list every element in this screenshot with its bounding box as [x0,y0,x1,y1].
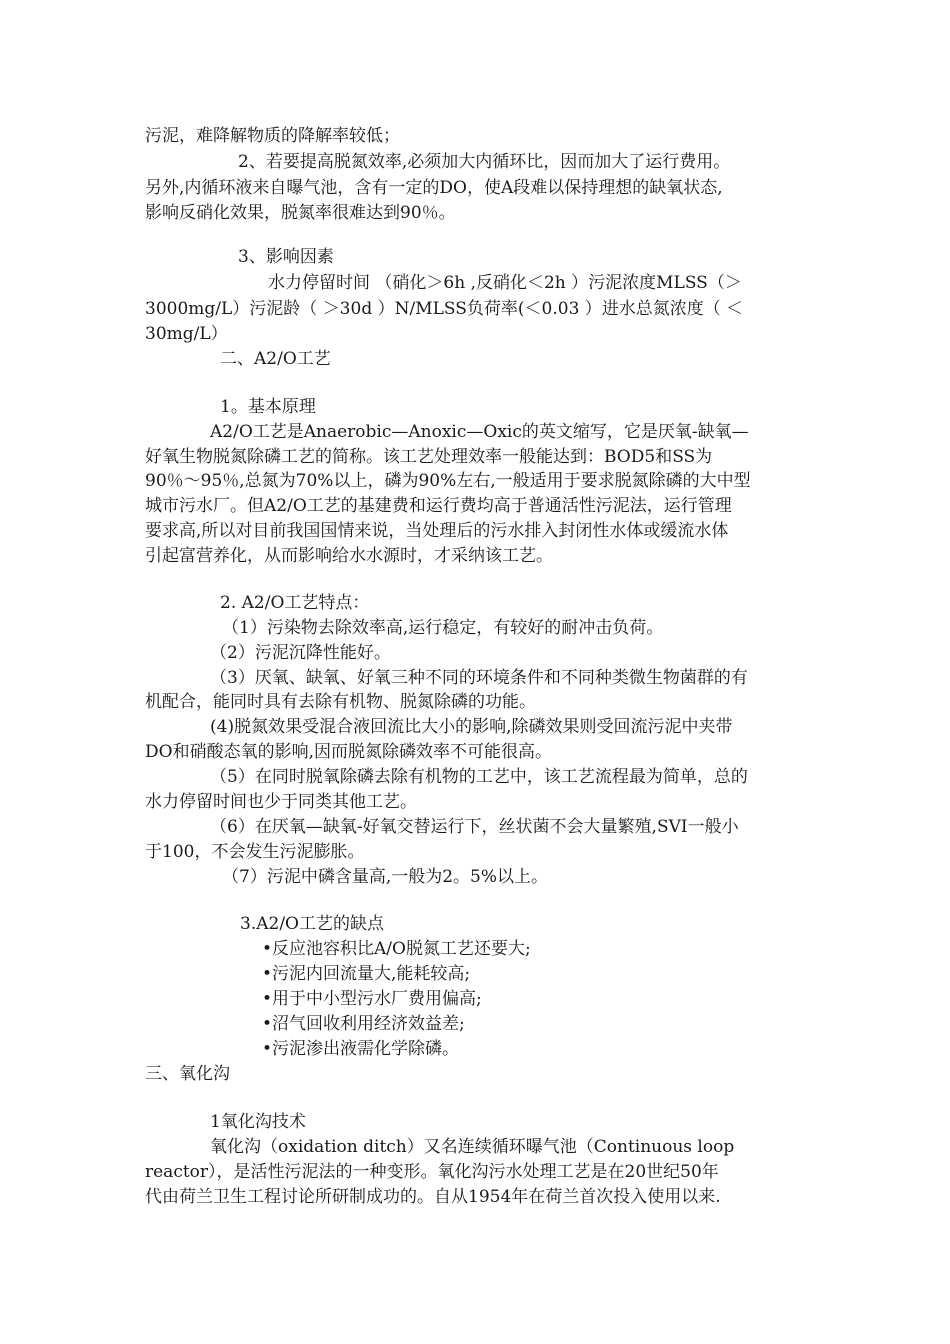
list-item: （5）在同时脱氧除磷去除有机物的工艺中，该工艺流程最为简单，总的 [210,767,748,787]
section-heading: 3、影响因素 [238,247,334,267]
text-line: 代由荷兰卫生工程讨论所研制成功的。自从1954年在荷兰首次投入使用以来. [145,1187,721,1207]
text-line: 污泥，难降解物质的降解率较低； [145,126,400,146]
section-heading: 1氧化沟技术 [210,1112,306,1132]
list-item: （6）在厌氧—缺氧-好氧交替运行下，丝状菌不会大量繁殖,SVI一般小 [210,817,739,837]
text-line: 2、若要提高脱氮效率,必须加大内循环比，因而加大了运行费用。 [238,152,731,172]
list-item: （3）厌氧、缺氧、好氧三种不同的环境条件和不同种类微生物菌群的有 [210,668,748,688]
bullet-item: •污泥渗出液需化学除磷。 [262,1039,460,1059]
section-heading: 三、氧化沟 [145,1064,230,1084]
text-line: 要求高,所以对目前我国国情来说，当处理后的污水排入封闭性水体或缓流水体 [145,521,729,541]
text-line: 3000mg/L）污泥龄（ ＞30d ）N/MLSS负荷率(＜0.03 ）进水总氮浓度（ ＜ [145,299,744,319]
text-line: 城市污水厂。但A2/O工艺的基建费和运行费均高于普通活性污泥法，运行管理 [145,496,732,516]
text-line: A2/O工艺是Anaerobic—Anoxic—Oxic的英文缩写，它是厌氧-缺氧— [210,422,749,442]
text-line: 水力停留时间 （硝化＞6h ,反硝化＜2h ）污泥浓度MLSS（＞ [268,273,742,293]
bullet-item: •用于中小型污水厂费用偏高; [262,989,482,1009]
text-line: reactor），是活性污泥法的一种变形。氧化沟污水处理工艺是在20世纪50年 [145,1162,719,1182]
text-line: 水力停留时间也少于同类其他工艺。 [145,792,417,812]
section-heading: 1。基本原理 [220,397,316,417]
text-line: 90％～95％,总氮为70%以上，磷为90%左右,一般适用于要求脱氮除磷的大中型 [145,471,751,491]
bullet-item: •沼气回收利用经济效益差; [262,1014,465,1034]
text-line: 影响反硝化效果，脱氮率很难达到90％。 [145,203,456,223]
text-line: 另外,内循环液来自曝气池，含有一定的DO，使A段难以保持理想的缺氧状态, [145,178,723,198]
list-item: （1）污染物去除效率高,运行稳定，有较好的耐冲击负荷。 [222,618,664,638]
bullet-item: •污泥内回流量大,能耗较高; [262,964,471,984]
text-line: 于100，不会发生污泥膨胀。 [145,842,365,862]
list-item: （7）污泥中磷含量高,一般为2。5%以上。 [222,867,549,887]
list-item: (4)脱氮效果受混合液回流比大小的影响,除磷效果则受回流污泥中夹带 [210,717,733,737]
section-heading: 二、A2/O工艺 [220,349,331,369]
list-item: （2）污泥沉降性能好。 [210,643,391,663]
section-heading: 2. A2/O工艺特点： [220,593,370,613]
text-line: 机配合，能同时具有去除有机物、脱氮除磷的功能。 [145,692,536,712]
text-line: 氧化沟（oxidation ditch）又名连续循环曝气池（Continuous loop [210,1137,735,1157]
section-heading: 3.A2/O工艺的缺点 [240,914,384,934]
bullet-item: •反应池容积比A/O脱氮工艺还要大; [262,939,531,959]
text-line: 引起富营养化，从而影响给水水源时，才采纳该工艺。 [145,546,553,566]
text-line: DO和硝酸态氧的影响,因而脱氮除磷效率不可能很高。 [145,742,552,762]
text-line: 好氧生物脱氮除磷工艺的简称。该工艺处理效率一般能达到：BOD5和SS为 [145,447,713,467]
text-line: 30mg/L） [145,324,228,344]
